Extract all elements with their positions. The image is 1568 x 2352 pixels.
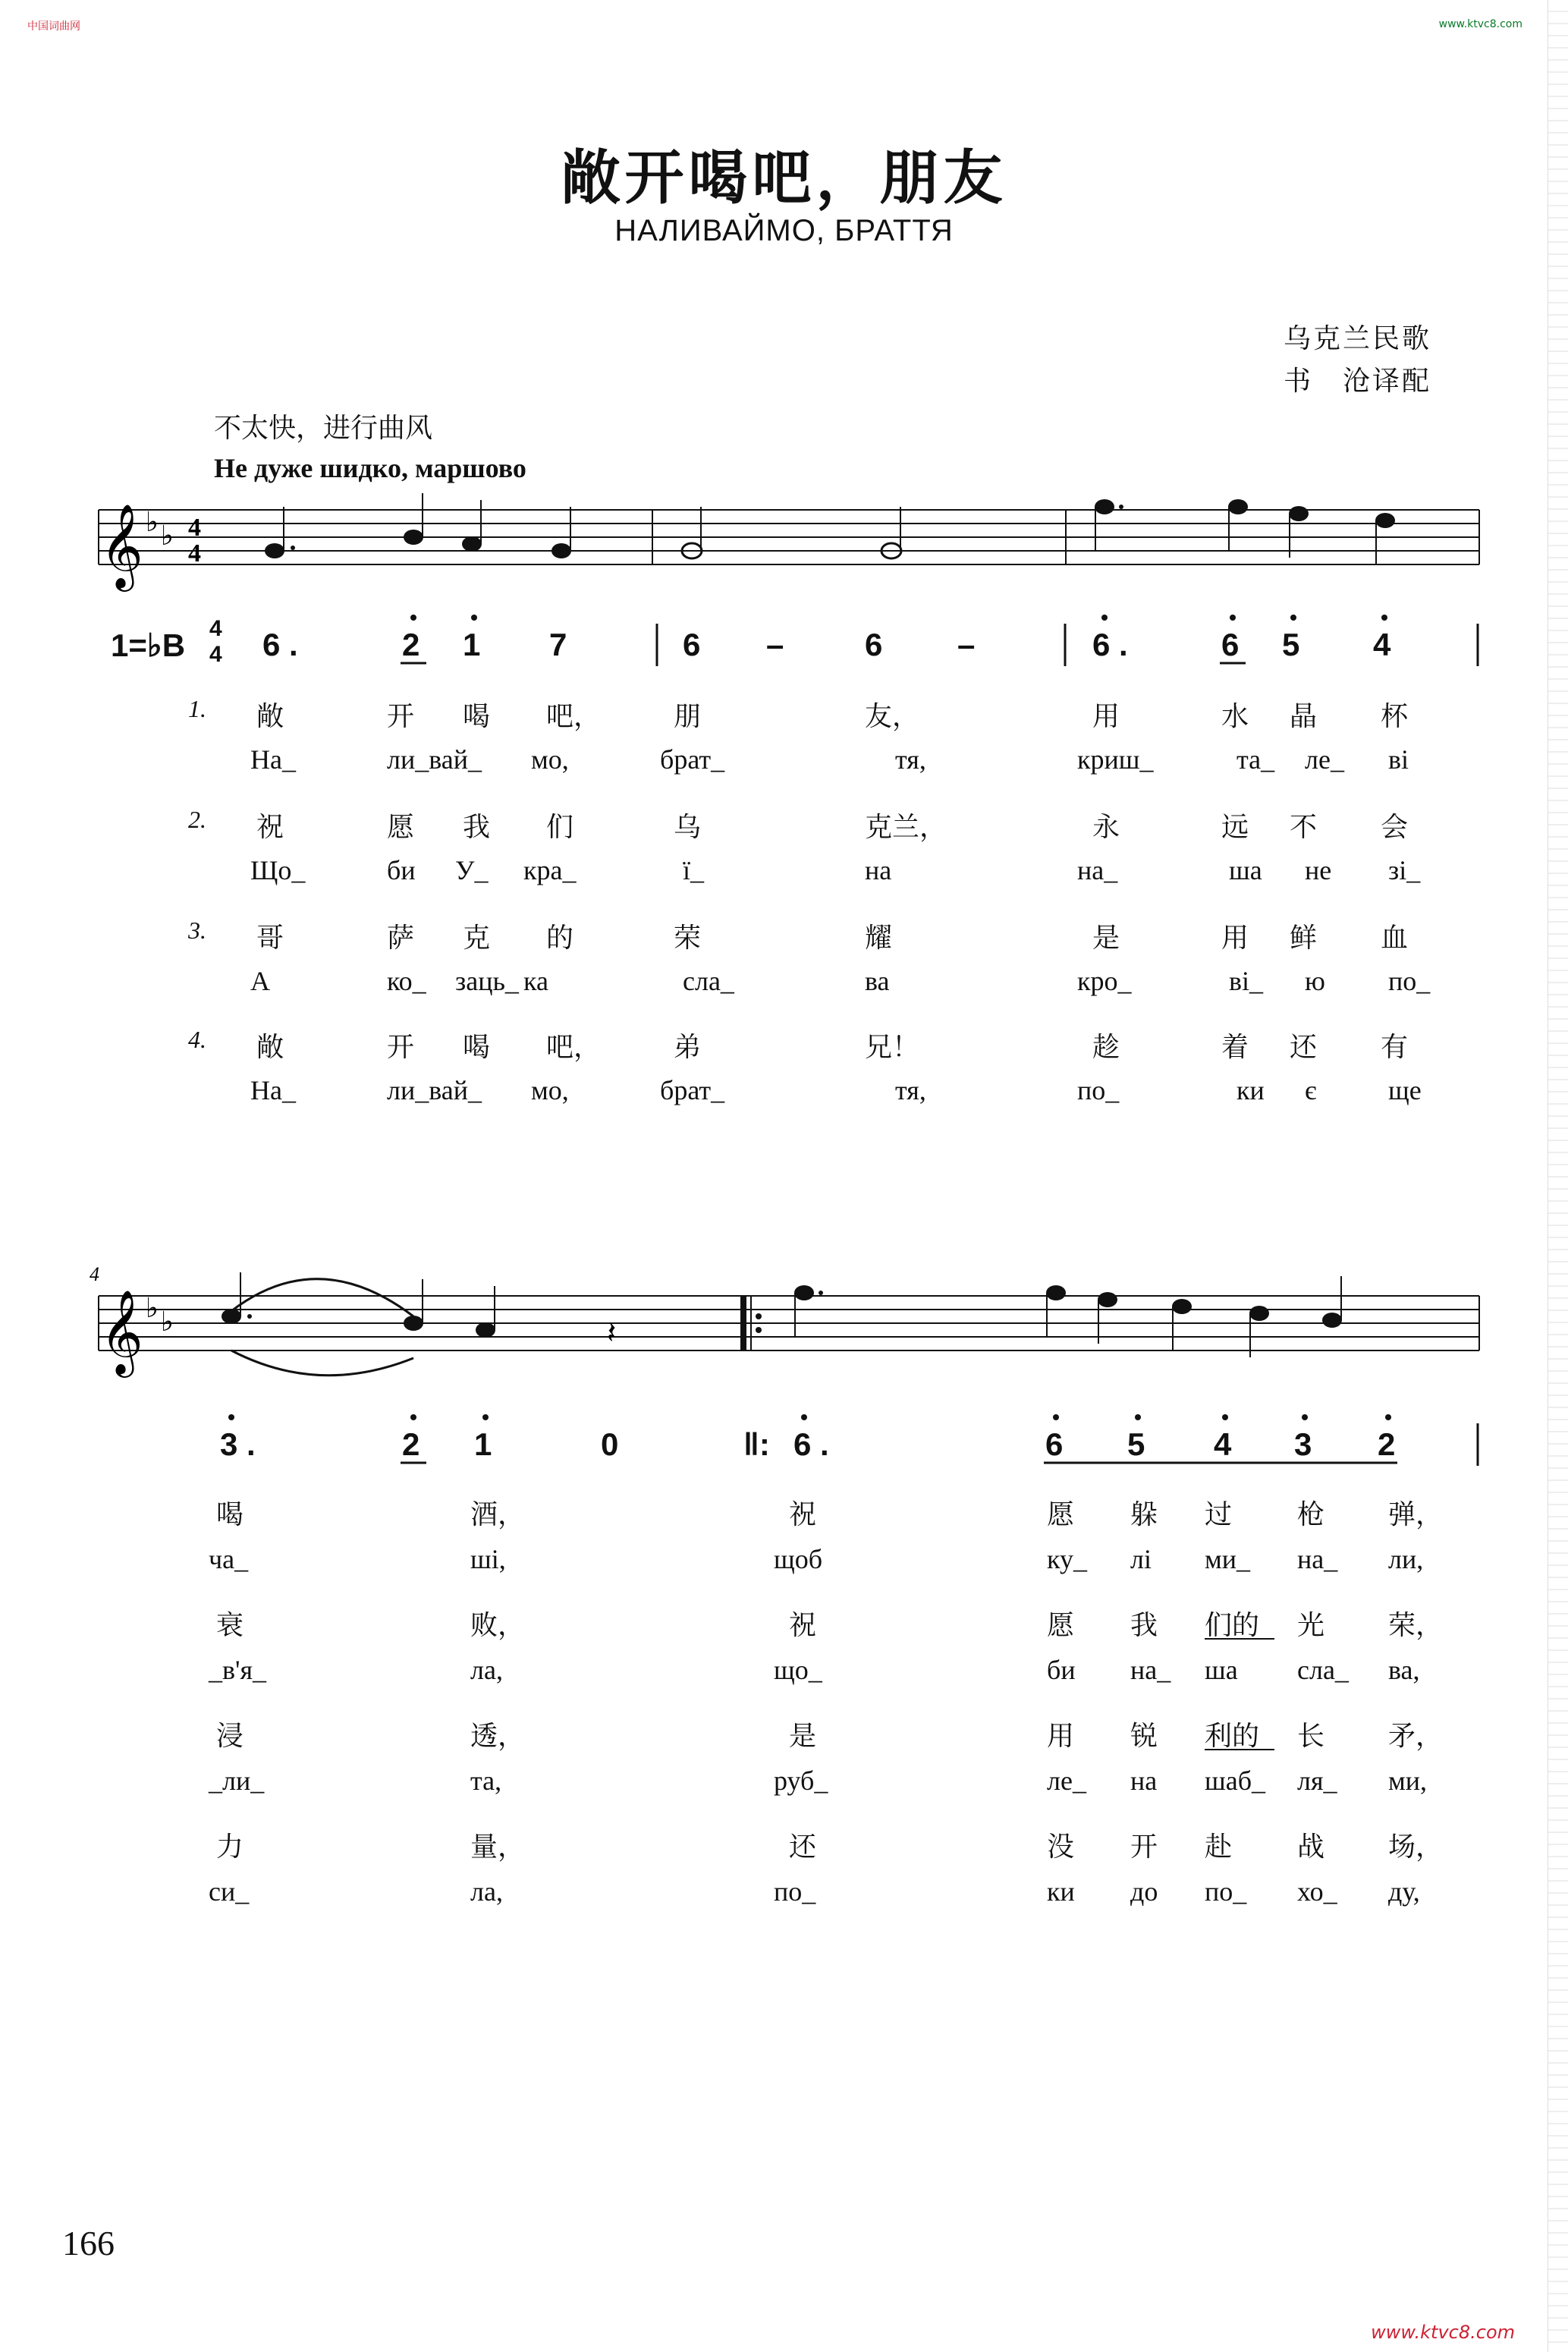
lyric-syllable: та, [470, 1766, 502, 1796]
lyric-syllable: У_ [455, 855, 489, 885]
lyric-syllable: _ли_ [209, 1766, 265, 1796]
lyric-syllable: 喝 [463, 1032, 491, 1063]
song-title-chinese: 敞开喝吧，朋友 [561, 143, 1007, 212]
lyric-syllable: 会 [1381, 812, 1409, 843]
lyric-syllable: Що_ [250, 855, 306, 885]
lyric-syllable: ле_ [1305, 744, 1344, 775]
lyric-syllable: по_ [774, 1876, 816, 1907]
slur-upper [231, 1279, 413, 1316]
lyric-syllable: що_ [774, 1655, 822, 1685]
lyric-syllable: 的 [546, 923, 574, 954]
lyric-syllable: 杯 [1381, 701, 1409, 732]
lyric-syllable: си_ [209, 1876, 250, 1907]
jianpu-note: 3 . [220, 1426, 256, 1462]
lyric-syllable: ку_ [1047, 1544, 1087, 1574]
lyric-syllable: лі [1130, 1544, 1152, 1574]
lyric-syllable: хо_ [1297, 1876, 1337, 1907]
lyric-syllable: 矛， [1388, 1721, 1444, 1752]
lyric-syllable: 光 [1297, 1610, 1325, 1641]
lyric-syllable: кра_ [523, 855, 577, 885]
lyric-syllable: ча_ [209, 1544, 249, 1574]
jianpu-note: 2 [1378, 1426, 1396, 1462]
lyric-syllable: 不 [1290, 812, 1318, 843]
lyric-syllable: 弹， [1388, 1499, 1444, 1530]
jianpu-dash: – [766, 627, 784, 662]
measure-number: 4 [90, 1263, 99, 1285]
lyric-syllable: та_ [1236, 744, 1275, 775]
page-number: 166 [62, 2224, 115, 2262]
flat-icon: ♭ [146, 1293, 159, 1324]
lyric-syllable: руб_ [774, 1766, 828, 1796]
lyric-syllable: 衰 [216, 1610, 244, 1641]
lyric-syllable: зі_ [1388, 855, 1421, 885]
lyric-syllable: 鲜 [1290, 923, 1318, 954]
lyric-syllable: ми_ [1205, 1544, 1251, 1574]
lyric-syllable: криш_ [1077, 744, 1154, 775]
time-signature-bottom: 4 [209, 642, 222, 667]
lyric-syllable: 用 [1047, 1721, 1075, 1752]
lyric-syllable: 荣， [1388, 1610, 1444, 1641]
jianpu-note: 1 [463, 627, 481, 662]
lyric-syllable: 躲 [1130, 1499, 1158, 1530]
credit-translator: 书 沧译配 [1283, 366, 1431, 397]
lyric-syllable: 酒， [470, 1499, 526, 1530]
jianpu-note: 6 . [793, 1426, 829, 1462]
lyric-syllable: сла_ [683, 966, 734, 996]
lyric-syllable: ї_ [683, 855, 705, 885]
credit-origin: 乌克兰民歌 [1283, 323, 1431, 354]
lyric-syllable: ки [1047, 1876, 1075, 1907]
lyric-syllable: брат_ [660, 1075, 725, 1105]
lyric-syllable: А [250, 966, 270, 996]
lyric-syllable: мо, [531, 744, 569, 775]
jianpu-note: 2 [402, 627, 420, 662]
song-title-ukrainian: НАЛИВАЙМО, БРАТТЯ [614, 214, 954, 247]
lyric-syllable: тя, [895, 744, 926, 775]
lyric-syllable: 还 [1290, 1032, 1318, 1063]
lyric-syllable: ка [523, 966, 548, 996]
lyric-syllable: 锐 [1130, 1721, 1158, 1752]
header-site-right: www.ktvc8.com [1438, 18, 1522, 30]
lyric-syllable: по_ [1077, 1075, 1120, 1105]
lyric-syllable: ші, [470, 1544, 506, 1574]
lyric-syllable: 祝 [256, 812, 284, 843]
lyric-syllable: 长 [1297, 1721, 1325, 1752]
lyric-syllable: 是 [789, 1721, 817, 1752]
lyric-syllable: 哥 [256, 923, 284, 954]
lyric-syllable: кро_ [1077, 966, 1132, 996]
lyric-syllable: 永 [1092, 812, 1120, 843]
lyric-syllable: 晶 [1290, 701, 1318, 732]
lyric-syllable: шаб_ [1205, 1766, 1266, 1796]
lyric-syllable: ша [1205, 1655, 1238, 1685]
staff-system-1 [99, 510, 1479, 564]
lyric-syllable: 朋 [674, 701, 702, 732]
lyric-syllable: На_ [250, 1075, 296, 1105]
flat-icon: ♭ [161, 1306, 174, 1338]
lyric-syllable: 量， [470, 1832, 526, 1863]
lyric-syllable: 愿 [1047, 1610, 1075, 1641]
lyric-syllable: ли_вай_ [387, 1075, 482, 1105]
lyric-syllable: заць_ [455, 966, 519, 996]
lyric-syllable: 浸 [216, 1721, 244, 1752]
jianpu-note: 1 [474, 1426, 492, 1462]
jianpu-note: 5 [1127, 1426, 1145, 1462]
lyric-syllable: 用 [1221, 923, 1249, 954]
jianpu-repeat: ‖: [743, 1426, 770, 1462]
lyric-syllable: 没 [1047, 1832, 1075, 1863]
time-signature-top: 4 [209, 616, 222, 641]
lyric-syllable: 祝 [789, 1499, 817, 1530]
verse-number: 2. [188, 806, 206, 833]
lyric-syllable: би [1047, 1655, 1076, 1685]
tempo-marking-chinese: 不太快，进行曲风 [214, 413, 433, 444]
repeat-bar [740, 1296, 746, 1351]
flat-icon: ♭ [146, 507, 159, 538]
lyric-syllable: 们的 [1205, 1610, 1260, 1641]
lyric-syllable: би [387, 855, 416, 885]
jianpu-note: 6 . [1092, 627, 1128, 662]
jianpu-note: 4 [1373, 627, 1391, 662]
lyric-syllable: ще [1388, 1075, 1422, 1105]
lyric-syllable: ки [1236, 1075, 1265, 1105]
lyric-syllable: 克兰， [865, 812, 947, 843]
flat-icon: ♭ [161, 520, 174, 552]
lyric-syllable: 力 [216, 1832, 244, 1863]
lyric-syllable: 利的 [1205, 1721, 1260, 1752]
lyric-syllable: 枪 [1297, 1499, 1325, 1530]
jianpu-note: 6 [683, 627, 701, 662]
lyric-syllable: 败， [470, 1610, 526, 1641]
lyric-syllable: 开 [387, 701, 415, 732]
lyric-syllable: 赴 [1205, 1832, 1233, 1863]
lyric-syllable: 克 [463, 923, 491, 954]
svg-text:4: 4 [188, 514, 201, 542]
lyric-syllable: сла_ [1297, 1655, 1349, 1685]
svg-text:4: 4 [188, 539, 201, 568]
jianpu-note: 6 . [262, 627, 298, 662]
lyric-syllable: 开 [1130, 1832, 1158, 1863]
lyric-syllable: мо, [531, 1075, 569, 1105]
lyric-syllable: ла, [470, 1655, 503, 1685]
lyric-syllable: щоб [774, 1544, 823, 1574]
tempo-marking-ukrainian: Не дуже шидко, маршово [214, 453, 526, 483]
rest-icon: 𝄽 [607, 1316, 617, 1351]
lyric-syllable: 战 [1297, 1832, 1325, 1863]
lyric-syllable: 耀 [865, 923, 893, 954]
lyric-syllable: 荣 [674, 923, 702, 954]
key-signature: 1=♭B [111, 627, 186, 663]
lyric-syllable: на [865, 855, 892, 885]
lyric-syllable: 水 [1221, 701, 1249, 732]
lyric-syllable: 过 [1205, 1499, 1233, 1530]
lyric-syllable: 兄！ [865, 1032, 920, 1063]
lyric-syllable: по_ [1388, 966, 1431, 996]
jianpu-note: 3 [1294, 1426, 1312, 1462]
lyric-syllable: 着 [1221, 1032, 1249, 1063]
lyric-syllable: ко_ [387, 966, 426, 996]
lyric-syllable: ю [1305, 966, 1325, 996]
lyric-syllable: 远 [1221, 812, 1249, 843]
lyric-syllable: ле_ [1047, 1766, 1086, 1796]
jianpu-note: 6 [1045, 1426, 1064, 1462]
lyric-syllable: ва [865, 966, 890, 996]
jianpu-note: 2 [402, 1426, 420, 1462]
lyric-syllable: на_ [1077, 855, 1118, 885]
lyric-syllable: На_ [250, 744, 296, 775]
lyric-syllable: 吧， [546, 1032, 602, 1063]
jianpu-note: 5 [1282, 627, 1300, 662]
lyric-syllable: не [1305, 855, 1332, 885]
lyric-syllable: 开 [387, 1032, 415, 1063]
lyric-syllable: 喝 [216, 1499, 244, 1530]
lyric-syllable: 友， [865, 701, 920, 732]
jianpu-note: 0 [601, 1426, 619, 1462]
jianpu-note: 7 [549, 627, 567, 662]
lyric-syllable: 还 [789, 1832, 817, 1863]
lyric-syllable: брат_ [660, 744, 725, 775]
slur-lower [231, 1351, 413, 1376]
lyric-syllable: 是 [1092, 923, 1120, 954]
lyric-syllable: є [1305, 1075, 1317, 1105]
lyric-syllable: ми, [1388, 1766, 1428, 1796]
lyric-syllable: 祝 [789, 1610, 817, 1641]
lyric-syllable: 弟 [674, 1032, 702, 1063]
lyric-syllable: 乌 [674, 812, 702, 843]
lyric-syllable: ла, [470, 1876, 503, 1907]
lyric-syllable: 愿 [387, 812, 415, 843]
treble-clef-icon: 𝄞 [100, 1289, 143, 1374]
lyric-syllable: на [1130, 1766, 1158, 1796]
lyric-syllable: 萨 [387, 923, 415, 954]
lyric-syllable: ві [1388, 744, 1409, 775]
lyric-syllable: _в'я_ [209, 1655, 267, 1685]
lyric-syllable: 我 [463, 812, 491, 843]
staff-system-2 [99, 1296, 1479, 1351]
verse-number: 1. [188, 695, 206, 722]
lyric-syllable: ли, [1388, 1544, 1424, 1574]
header-site-left: 中国词曲网 [27, 20, 80, 33]
lyric-syllable: 愿 [1047, 1499, 1075, 1530]
lyric-syllable: 吧， [546, 701, 602, 732]
lyric-syllable: ва, [1388, 1655, 1420, 1685]
lyric-syllable: 敞 [256, 1032, 284, 1063]
lyric-syllable: до [1130, 1876, 1158, 1907]
lyric-syllable: 喝 [463, 701, 491, 732]
lyric-syllable: 有 [1381, 1032, 1409, 1063]
lyric-syllable: ві_ [1229, 966, 1263, 996]
lyric-syllable: на_ [1297, 1544, 1338, 1574]
lyric-syllable: 我 [1130, 1610, 1158, 1641]
verse-number: 4. [188, 1026, 206, 1053]
lyric-syllable: 敞 [256, 701, 284, 732]
lyric-syllable: на_ [1130, 1655, 1171, 1685]
lyric-syllable: по_ [1205, 1876, 1247, 1907]
lyric-syllable: 们 [546, 812, 574, 843]
lyric-syllable: 趁 [1092, 1032, 1120, 1063]
lyric-syllable: 场， [1388, 1832, 1444, 1863]
lyric-syllable: ша [1229, 855, 1262, 885]
jianpu-dash: – [957, 627, 976, 662]
jianpu-note: 6 [1221, 627, 1240, 662]
lyric-syllable: 用 [1092, 701, 1120, 732]
lyric-syllable: ду, [1388, 1876, 1420, 1907]
verse-number: 3. [188, 917, 206, 944]
footer-url: www.ktvc8.com [1371, 2322, 1515, 2343]
jianpu-note: 6 [865, 627, 883, 662]
lyric-syllable: ля_ [1297, 1766, 1337, 1796]
lyric-syllable: тя, [895, 1075, 926, 1105]
lyric-syllable: 透， [470, 1721, 526, 1752]
lyric-syllable: 血 [1381, 923, 1409, 954]
lyric-syllable: ли_вай_ [387, 744, 482, 775]
treble-clef-icon: 𝄞 [100, 503, 143, 588]
jianpu-note: 4 [1214, 1426, 1232, 1462]
